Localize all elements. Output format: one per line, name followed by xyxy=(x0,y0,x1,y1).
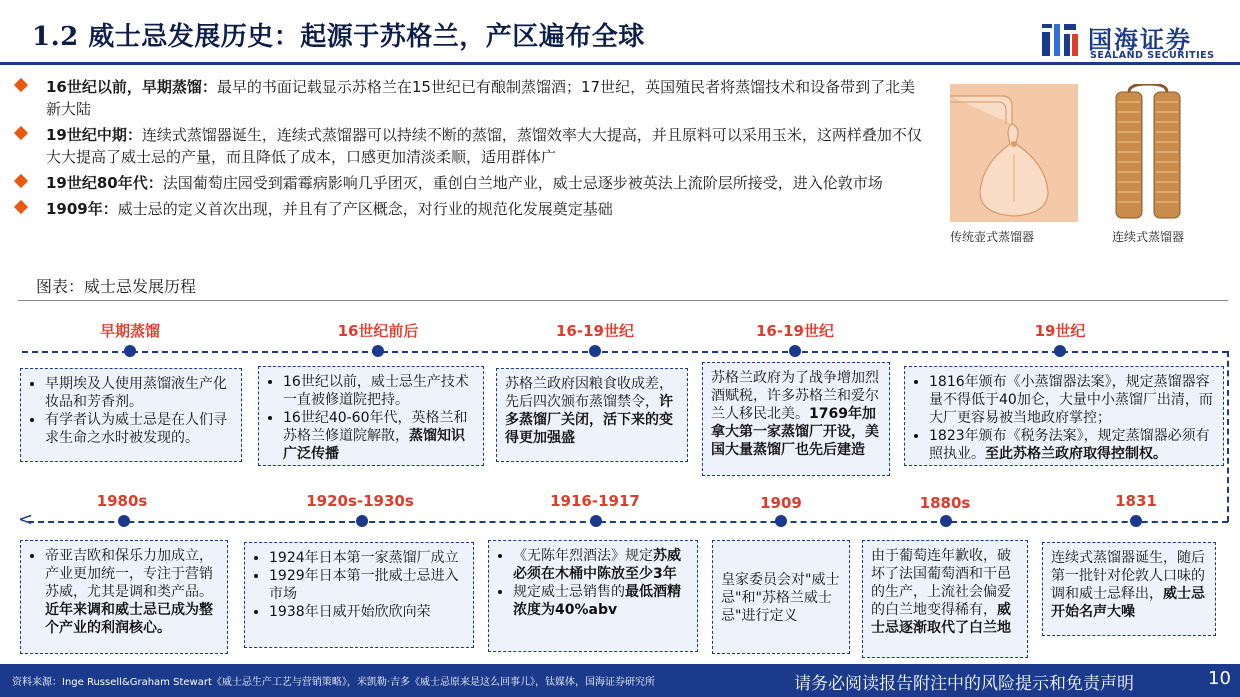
sealand-logo-icon xyxy=(1038,18,1082,62)
event-text: 苏格兰政府为了战争增加烈酒赋税，许多苏格兰和爱尔兰人移民北美。 xyxy=(711,370,879,422)
timeline-label: 1831 xyxy=(1115,492,1157,510)
footer-source: 资料来源：Inge Russell&Graham Stewart《威士忌生产工艺与营销策略》，米凯勒·吉多《威士忌原来是这么回事儿》，钛媒体，国海证券研究所 xyxy=(12,677,656,688)
event-text: • 16世纪以前，威士忌生产技术一直被修道院把持。 xyxy=(283,373,475,409)
bullet-item xyxy=(14,198,924,220)
footer-disclaimer: 请务必阅读报告附注中的风险提示和免责声明 xyxy=(794,674,1134,694)
footer-bar xyxy=(0,664,1240,697)
timeline-dot xyxy=(372,345,384,357)
timeline-dot xyxy=(589,345,601,357)
event-strong: 许多蒸馏厂关闭，活下来的变得更加强盛 xyxy=(505,394,673,446)
event-text: 连续式蒸馏器诞生，随后第一批针对伦敦人口味的调和威士忌释出， xyxy=(1051,550,1205,602)
timeline-label: 16-19世纪 xyxy=(556,322,634,340)
event-text: • 1938年日威开始欣欣向荣 xyxy=(269,603,465,621)
bullet-text: 连续式蒸馏器诞生，连续式蒸馏器可以持续不断的蒸馏，蒸馏效率大大提高，并且原料可以采用玉米，这两样叠加不仅大大提高了威士忌的产量，而且降低了成本，口感更加清淡柔顺，适用群体广 xyxy=(46,126,922,166)
timeline-dot xyxy=(118,515,130,527)
pot-still-image xyxy=(950,84,1078,222)
event-card xyxy=(258,366,484,466)
timeline-label: 19世纪 xyxy=(1034,322,1086,340)
bullet-item xyxy=(14,124,924,168)
event-card xyxy=(904,366,1224,466)
event-text: • 1929年日本第一批威士忌进入市场 xyxy=(269,567,465,603)
event-strong: 威士忌逐渐取代了白兰地 xyxy=(871,602,1011,636)
bullet-item xyxy=(14,172,924,194)
event-text: 1823年颁布《税务法案》，规定蒸馏器必须有照执业。 xyxy=(929,428,1210,462)
timeline-right-connector xyxy=(1227,351,1229,522)
bullet-strong: 1909年： xyxy=(46,200,118,218)
logo-en: SEALAND SECURITIES xyxy=(1090,50,1215,61)
bullet-text: 威士忌的定义首次出现，并且有了产区概念，对行业的规范化发展奠定基础 xyxy=(117,200,613,218)
timeline-label: 16世纪前后 xyxy=(337,322,419,340)
bullet-item xyxy=(14,76,924,120)
page-title: 1.2 威士忌发展历史：起源于苏格兰，产区遍布全球 xyxy=(32,22,645,52)
event-text: 帝亚吉欧和保乐力加成立，产业更加统一，专注于营销苏威，尤其是调和类产品。 xyxy=(45,548,213,600)
timeline-dot xyxy=(356,515,368,527)
event-card xyxy=(244,542,474,648)
event-text: 皇家委员会对"威士忌"和"苏格兰威士忌"进行定义 xyxy=(721,572,840,624)
timeline-top-line xyxy=(22,351,1228,353)
event-text: • 1816年颁布《小蒸馏器法案》，规定蒸馏器容量不得低于40加仑，大量中小蒸馏厂出清，而大厂更容易被当地政府掌控； xyxy=(929,373,1215,427)
timeline-dot xyxy=(1054,345,1066,357)
event-card xyxy=(496,368,688,462)
bullet-strong: 16世纪以前，早期蒸馏： xyxy=(46,78,217,96)
event-card xyxy=(862,540,1028,658)
event-text: 规定威士忌销售的 xyxy=(513,584,625,600)
event-text: 由于葡萄连年歉收，破坏了法国葡萄酒和干邑的生产，上流社会偏爱的白兰地变得稀有， xyxy=(871,548,1011,618)
diamond-icon xyxy=(14,126,28,140)
bullet-text: 最早的书面记载显示苏格兰在15世纪已有酿制蒸馏酒；17世纪，英国殖民者将蒸馏技术和设备带到了北美新大陆 xyxy=(46,78,916,118)
event-card xyxy=(488,540,698,652)
timeline-label: 1916-1917 xyxy=(550,492,640,510)
event-strong: 1769年加拿大第一家蒸馏厂开设，美国大量蒸馏厂也先后建造 xyxy=(711,406,879,458)
column-still-image xyxy=(1110,84,1188,222)
timeline-label: 1880s xyxy=(919,494,971,512)
timeline-dot xyxy=(789,345,801,357)
column-still-icon xyxy=(1110,84,1188,222)
event-text: 苏格兰政府因粮食收成差，先后四次颁布蒸馏禁令， xyxy=(505,376,673,410)
event-strong: 威士忌开始名声大噪 xyxy=(1051,586,1205,620)
event-text: • 1924年日本第一家蒸馏厂成立 xyxy=(269,549,465,567)
pot-still-icon xyxy=(950,84,1078,222)
timeline-label: 1909 xyxy=(760,494,802,512)
timeline-label: 早期蒸馏 xyxy=(99,322,160,340)
event-card xyxy=(702,362,890,476)
event-strong: 最低酒精浓度为40%abv xyxy=(513,584,681,618)
timeline-label: 1980s xyxy=(96,492,148,510)
event-strong: 蒸馏知识广泛传播 xyxy=(283,428,465,462)
company-logo xyxy=(1038,18,1228,62)
diamond-icon xyxy=(14,78,28,92)
event-strong: 至此苏格兰政府取得控制权。 xyxy=(985,446,1167,462)
bullet-strong: 19世纪80年代： xyxy=(46,174,163,192)
diamond-icon xyxy=(14,200,28,214)
event-card xyxy=(1042,542,1216,636)
bullet-list xyxy=(14,76,924,224)
column-still-caption: 连续式蒸馏器 xyxy=(1112,230,1185,244)
timeline-dot xyxy=(775,515,787,527)
timeline-arrow-icon: < xyxy=(18,509,34,530)
event-strong: 近年来调和威士忌已成为整个产业的利润核心。 xyxy=(45,602,213,636)
chart-title: 图表：威士忌发展历程 xyxy=(36,277,197,296)
timeline-dot xyxy=(940,515,952,527)
timeline-dot xyxy=(124,345,136,357)
chart-title-divider xyxy=(18,300,1228,301)
pot-still-caption: 传统壶式蒸馏器 xyxy=(950,230,1035,244)
title-divider xyxy=(0,62,1240,65)
event-text: • 有学者认为威士忌是在人们寻求生命之水时被发现的。 xyxy=(45,411,233,447)
timeline-dot xyxy=(590,515,602,527)
event-card xyxy=(20,540,228,654)
bullet-strong: 19世纪中期： xyxy=(46,126,142,144)
event-strong: 苏威必须在木桶中陈放至少3年 xyxy=(513,548,681,582)
event-text: 16世纪40-60年代，英格兰和苏格兰修道院解散， xyxy=(283,410,468,444)
timeline-label: 16-19世纪 xyxy=(756,322,834,340)
timeline-bottom-line xyxy=(28,521,1228,523)
event-card xyxy=(712,540,850,654)
logo-cn: 国海证券 xyxy=(1088,26,1192,54)
timeline-label: 1920s-1930s xyxy=(306,492,414,510)
bullet-text: 法国葡萄庄园受到霜霉病影响几乎团灭，重创白兰地产业，威士忌逐步被英法上流阶层所接受，进入伦敦市场 xyxy=(162,174,883,192)
page-number: 10 xyxy=(1208,668,1231,689)
timeline-dot xyxy=(1130,515,1142,527)
event-text: 《无陈年烈酒法》规定 xyxy=(513,548,653,564)
diamond-icon xyxy=(14,174,28,188)
event-card xyxy=(20,368,242,462)
event-text: • 早期埃及人使用蒸馏液生产化妆品和芳香剂。 xyxy=(45,375,233,411)
